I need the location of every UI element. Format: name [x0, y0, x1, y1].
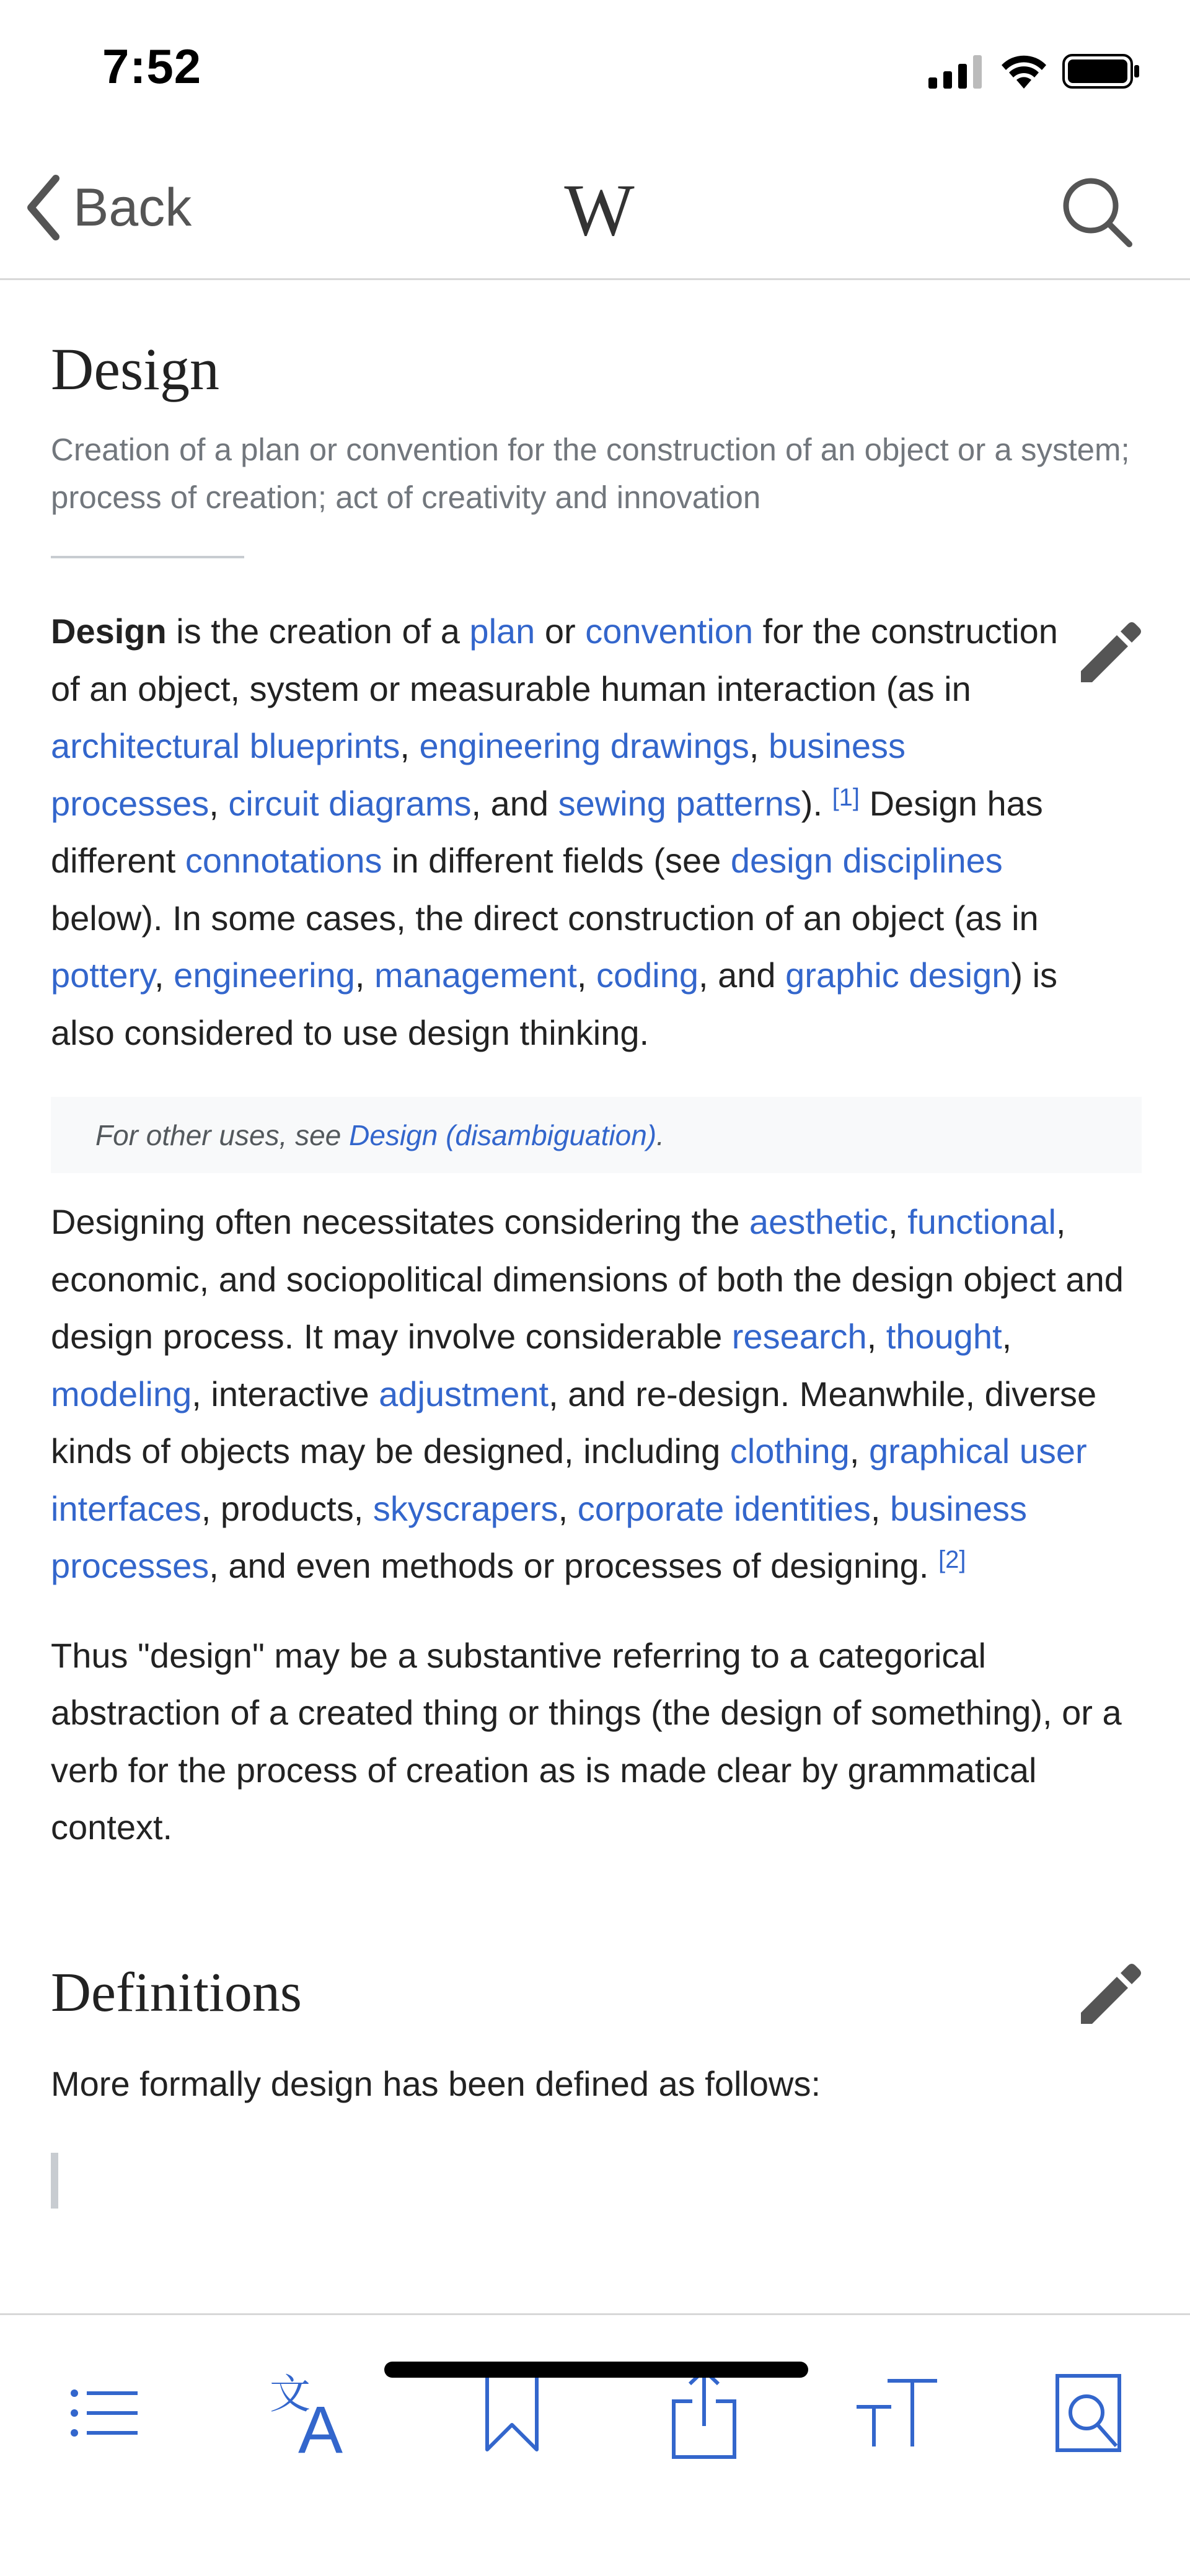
text: ,: [576, 956, 596, 995]
link-functional[interactable]: functional: [907, 1202, 1056, 1241]
blockquote-bar: [51, 2153, 58, 2209]
status-bar: [0, 0, 1190, 143]
reference-1[interactable]: [1]: [832, 783, 860, 811]
page-description: Creation of a plan or convention for the construction of an object or a system; process of creation; act of creativity and innovation: [51, 432, 1130, 515]
section-definitions: [51, 1961, 1142, 2024]
link-sewing-patterns[interactable]: sewing patterns: [558, 783, 801, 823]
hatnote-suffix: .: [656, 1119, 664, 1151]
text: , interactive: [192, 1374, 379, 1413]
link-business-processes[interactable]: business processes: [51, 1488, 1027, 1585]
find-in-page-button[interactable]: [1039, 2363, 1138, 2463]
battery-icon: [1062, 53, 1140, 90]
wifi-icon: [999, 53, 1049, 90]
svg-text:A: A: [298, 2392, 343, 2456]
link-management[interactable]: management: [374, 956, 577, 995]
link-skyscrapers[interactable]: skyscrapers: [372, 1488, 558, 1528]
text: , economic, and sociopolitical dimensions of both the design object and design process. It may involve considerable: [51, 1202, 1124, 1356]
table-of-contents-icon: [68, 2382, 143, 2444]
text: ,: [749, 726, 769, 765]
text: ,: [154, 956, 174, 995]
text: ,: [558, 1488, 578, 1528]
link-architectural-blueprints[interactable]: architectural blueprints: [51, 726, 400, 765]
text-size-button[interactable]: [847, 2363, 946, 2463]
hatnote: [51, 1097, 1142, 1173]
status-time: 7:52: [102, 39, 202, 94]
edit-section-icon[interactable]: [1072, 617, 1147, 691]
share-button[interactable]: [654, 2363, 754, 2463]
section-title: Definitions: [51, 1961, 302, 2023]
language-icon: [268, 2370, 361, 2456]
search-button[interactable]: [1060, 175, 1134, 252]
text: for the construction of an object, system or measurable human interaction (as in: [51, 612, 1058, 708]
link-thought[interactable]: thought: [886, 1317, 1002, 1356]
text: below). In some cases, the direct construction of an object (as in: [51, 898, 1039, 938]
link-corporate-identities[interactable]: corporate identities: [577, 1488, 871, 1528]
text: ,: [400, 726, 420, 765]
bold-term: Design: [51, 612, 167, 651]
text: , and re-design. Meanwhile, diverse kinds of objects may be designed, including: [51, 1374, 1097, 1470]
link-connotations[interactable]: connotations: [185, 841, 382, 880]
link-modeling[interactable]: modeling: [51, 1374, 192, 1413]
text: ,: [209, 783, 229, 823]
text-size-icon: [853, 2376, 940, 2450]
text: ).: [801, 783, 832, 823]
text: ,: [355, 956, 374, 995]
link-engineering-drawings[interactable]: engineering drawings: [419, 726, 749, 765]
text: ,: [849, 1431, 869, 1470]
navigation-bar: [0, 143, 1190, 280]
language-button[interactable]: [265, 2363, 364, 2463]
link-design-disambiguation[interactable]: Design (disambiguation): [349, 1119, 657, 1151]
link-circuit-diagrams[interactable]: circuit diagrams: [228, 783, 472, 823]
description-divider: [51, 556, 244, 558]
text: , products,: [201, 1488, 373, 1528]
hatnote-text: For other uses, see: [95, 1119, 342, 1151]
find-in-page-icon: [1054, 2373, 1122, 2453]
cellular-signal-icon: [928, 54, 985, 89]
wikipedia-logo[interactable]: W: [564, 169, 626, 251]
edit-section-icon[interactable]: [1072, 1958, 1147, 2033]
link-adjustment[interactable]: adjustment: [379, 1374, 549, 1413]
share-icon: [670, 2367, 738, 2460]
page-title: Design: [51, 336, 219, 402]
text: or: [535, 612, 586, 651]
link-research[interactable]: research: [731, 1317, 867, 1356]
link-business-processes[interactable]: business processes: [51, 726, 906, 823]
text: ,: [870, 1488, 890, 1528]
text: Designing often necessitates considering the: [51, 1202, 749, 1241]
back-label: Back: [73, 177, 192, 237]
text: , and: [699, 956, 786, 995]
text: ,: [866, 1317, 886, 1356]
bookmark-icon: [484, 2373, 540, 2453]
link-aesthetic[interactable]: aesthetic: [749, 1202, 889, 1241]
text: in different fields (see: [382, 841, 731, 880]
link-coding[interactable]: coding: [596, 956, 699, 995]
search-icon: [1060, 175, 1134, 249]
text: Design has different: [51, 783, 1043, 880]
link-clothing[interactable]: clothing: [729, 1431, 850, 1470]
home-indicator[interactable]: [384, 2362, 808, 2378]
link-plan[interactable]: plan: [469, 612, 536, 651]
link-engineering[interactable]: engineering: [174, 956, 355, 995]
status-icons: [928, 53, 1140, 90]
bookmark-button[interactable]: [462, 2363, 562, 2463]
text: , and even methods or processes of designing.: [209, 1546, 938, 1585]
paragraph-substantive: Thus "design" may be a substantive referring to a categorical abstraction of a created thing or things (the design of something), or a verb for the process of creation as is made clear by grammatical context.: [51, 1635, 1122, 1847]
link-graphic-design[interactable]: graphic design: [785, 956, 1011, 995]
svg-text:文: 文: [270, 2371, 311, 2417]
paragraph-intro: [51, 603, 1067, 1062]
text: , and: [471, 783, 558, 823]
bottom-toolbar: [0, 2313, 1190, 2576]
reference-2[interactable]: [2]: [938, 1546, 966, 1573]
section-intro: More formally design has been defined as follows:: [51, 2064, 821, 2103]
link-pottery[interactable]: pottery: [51, 956, 155, 995]
text: ,: [888, 1202, 908, 1241]
text: is the creation of a: [166, 612, 470, 651]
link-convention[interactable]: convention: [585, 612, 754, 651]
text: ,: [1002, 1317, 1012, 1356]
link-graphical-user-interfaces[interactable]: graphical user interfaces: [51, 1431, 1087, 1528]
link-design-disciplines[interactable]: design disciplines: [730, 841, 1003, 880]
lead-section: [51, 603, 1142, 1062]
table-of-contents-button[interactable]: [56, 2363, 155, 2463]
article-content: [51, 280, 1142, 2209]
paragraph-considerations: [51, 1193, 1142, 1595]
text: ) is also considered to use design thinking.: [51, 956, 1058, 1052]
